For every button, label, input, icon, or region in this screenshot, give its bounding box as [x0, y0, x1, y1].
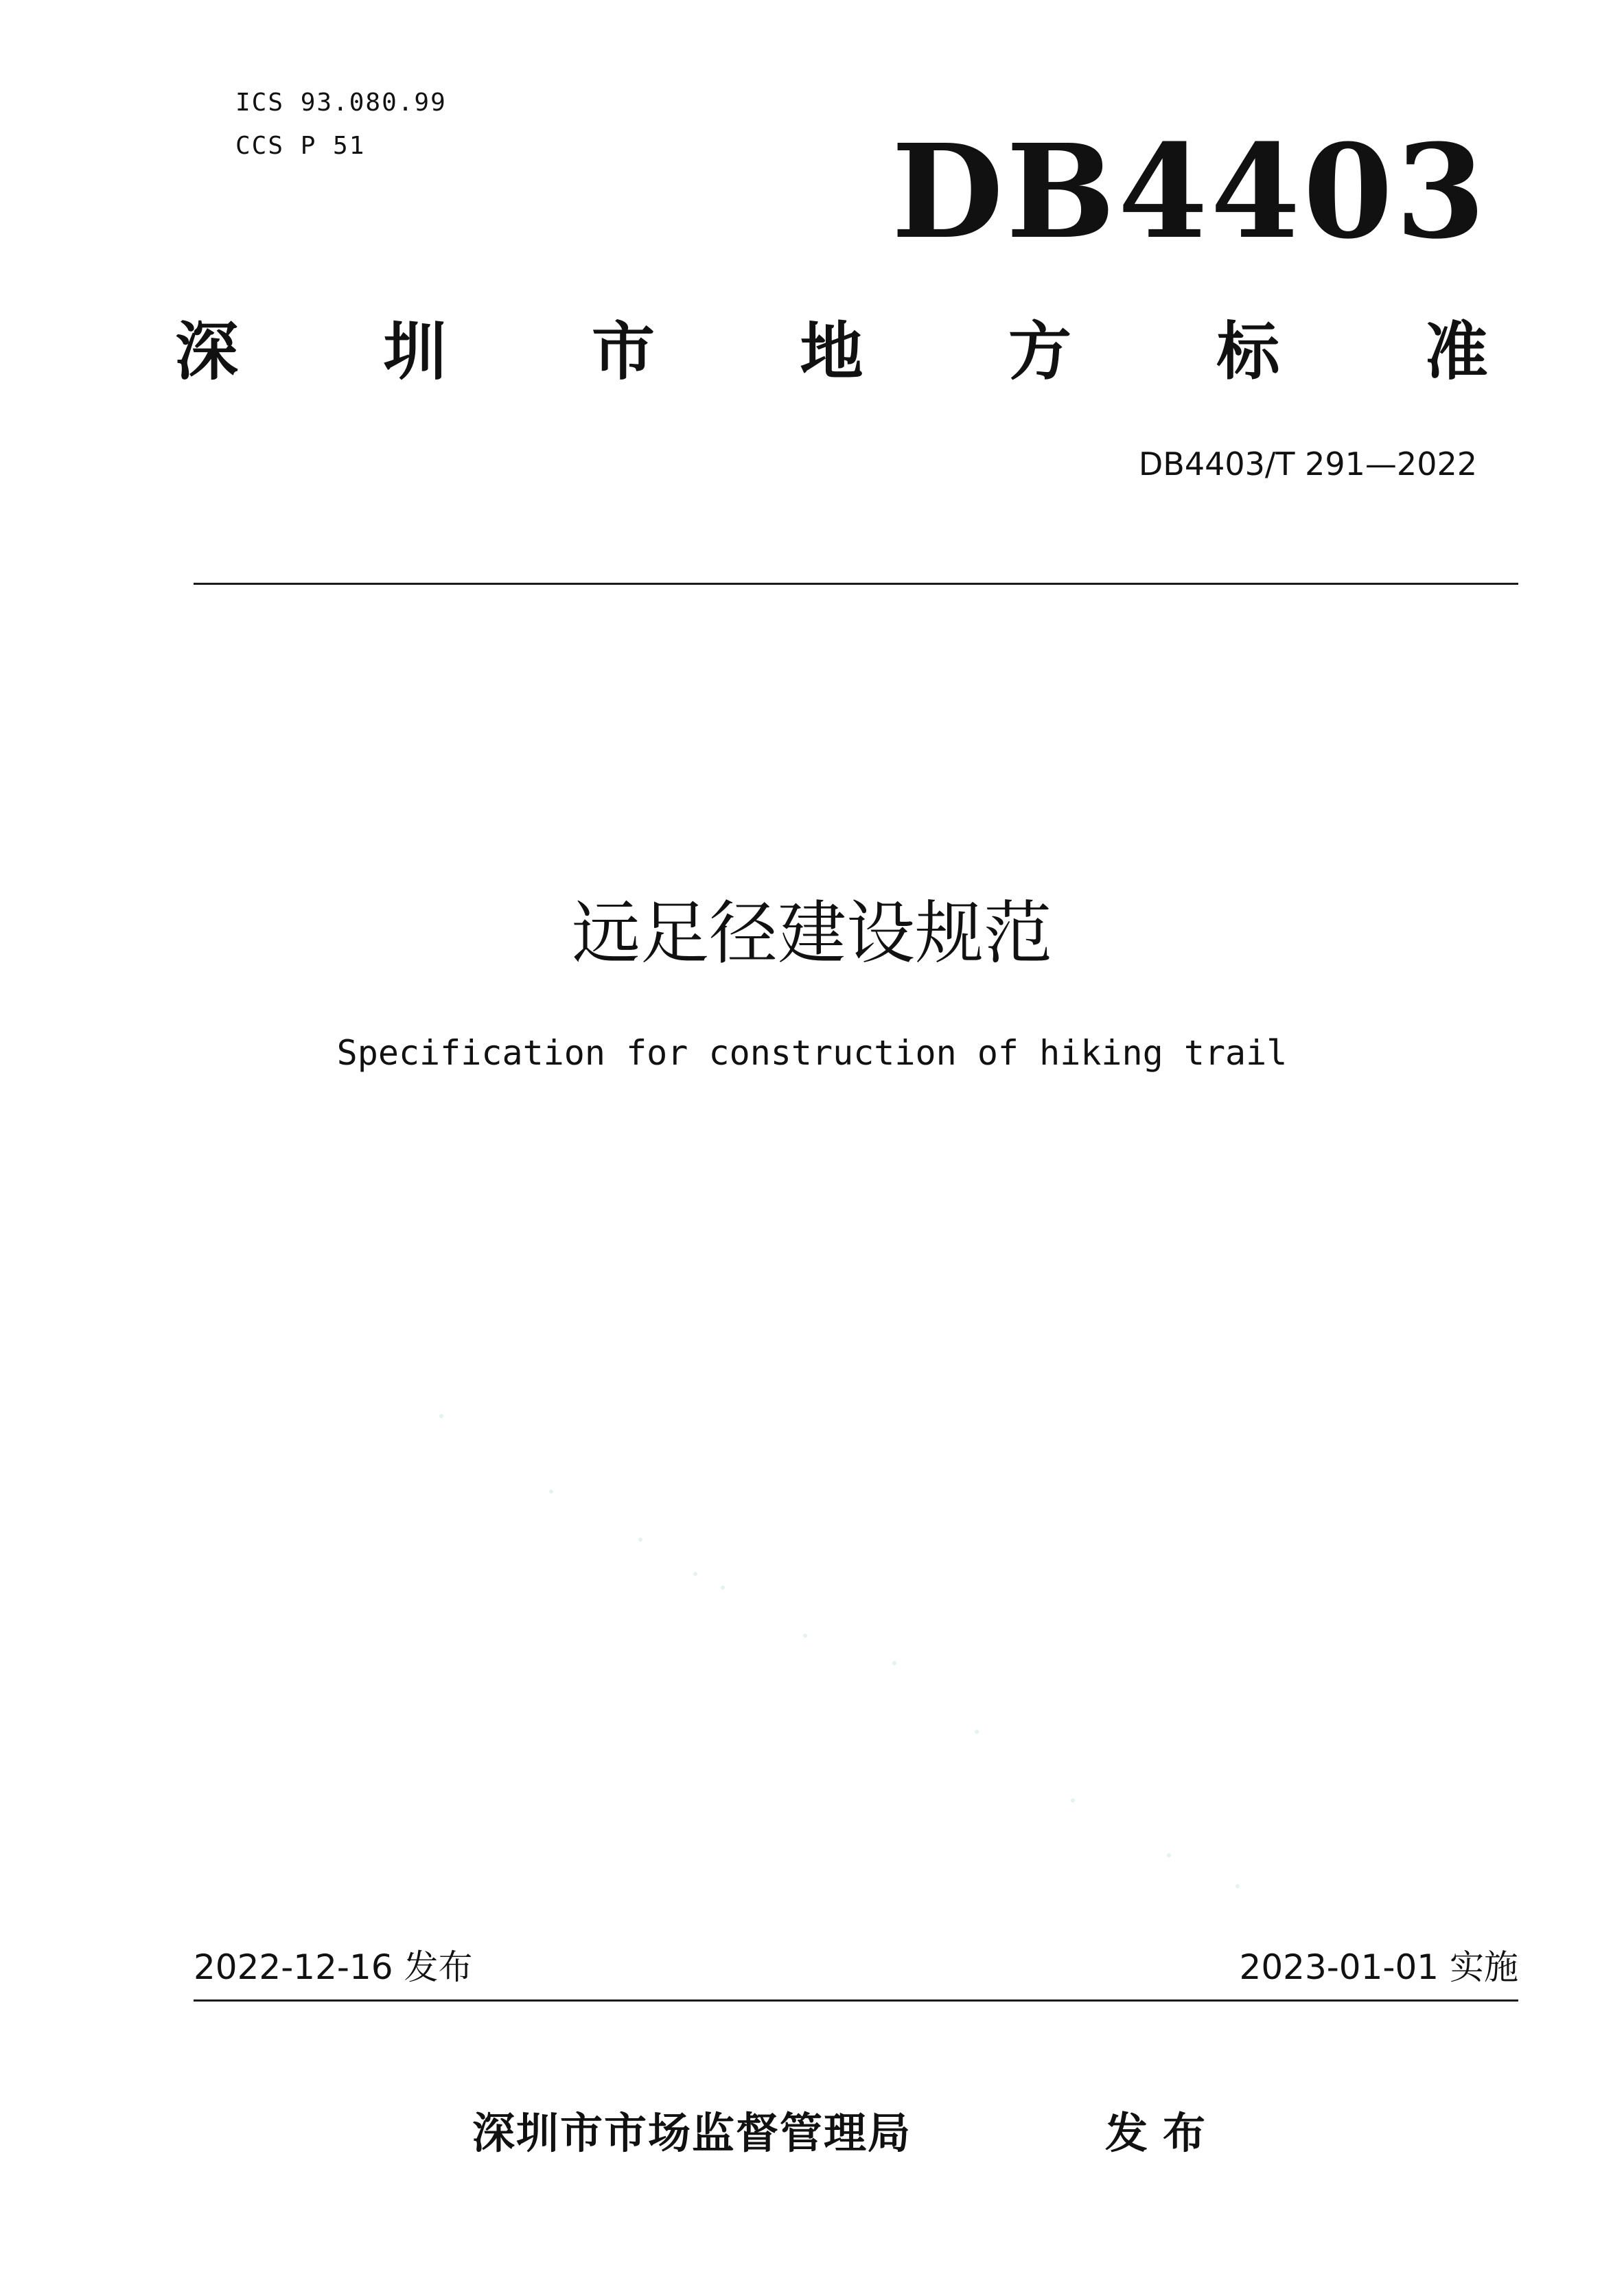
- watermark-speck: [892, 1661, 896, 1665]
- standard-type: [175, 314, 1488, 390]
- header-divider: [194, 583, 1518, 585]
- ccs-code: CCS P 51: [235, 132, 366, 160]
- standard-type-char: 标: [1216, 315, 1280, 389]
- issue-label: 发布: [1105, 2108, 1221, 2158]
- document-title-english: Specification for construction of hiking trail: [336, 1033, 1288, 1073]
- document-title-chinese: 远足径建设规范: [572, 893, 1052, 973]
- effective-date: 2023-01-01 实施: [1239, 1947, 1518, 1987]
- publish-date: 2022-12-16 发布: [194, 1947, 473, 1987]
- standard-type-char: 方: [1008, 315, 1071, 389]
- watermark-speck: [549, 1489, 553, 1494]
- ics-code: ICS 93.080.99: [235, 89, 447, 117]
- watermark-speck: [1071, 1798, 1075, 1802]
- standard-type-char: 市: [591, 315, 655, 389]
- standard-number: DB4403/T 291—2022: [1138, 445, 1477, 483]
- watermark-speck: [638, 1538, 642, 1542]
- standard-code: DB4403: [891, 116, 1488, 268]
- watermark-speck: [439, 1414, 443, 1418]
- footer-divider: [194, 1999, 1518, 2002]
- watermark-speck: [975, 1730, 979, 1734]
- watermark-speck: [721, 1586, 725, 1590]
- standard-type-char: 圳: [383, 315, 447, 389]
- standard-type-char: 深: [175, 315, 239, 389]
- watermark-speck: [1167, 1853, 1171, 1857]
- watermark-speck: [803, 1634, 807, 1638]
- watermark-speck: [693, 1572, 697, 1576]
- issuing-authority: 深圳市市场监督管理局: [472, 2108, 912, 2158]
- standard-type-char: 准: [1424, 315, 1488, 389]
- watermark-speck: [1236, 1884, 1240, 1888]
- standard-type-char: 地: [800, 315, 863, 389]
